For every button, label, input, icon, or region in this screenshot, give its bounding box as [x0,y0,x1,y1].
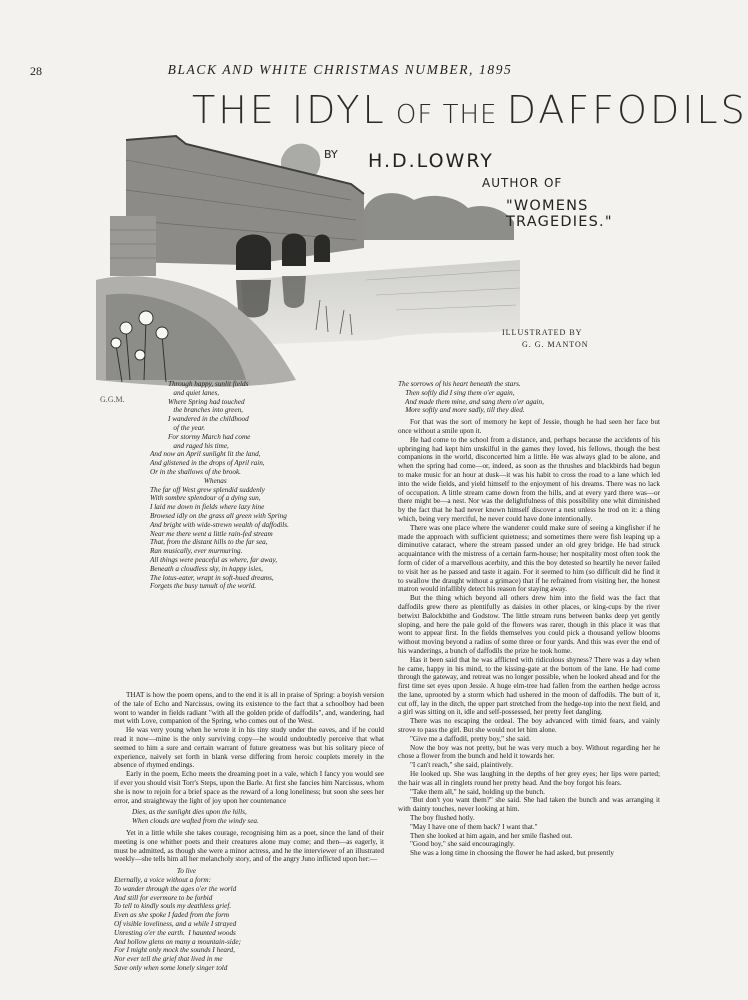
illustrator-name: G. G. MANTON [522,340,589,349]
paragraph: He was very young when he wrote it in his tiny study under the eaves, and if he could read it now—mine is the only surviving copy—he would undoubtedly perceive that what seemed to him a sure and certain warrant of future greatness was but his solitary piece of experience, naively set forth in blank verse differing from heroic couplets merely in the absence of rhymed endings. [114,726,384,770]
paragraph: There was no escaping the ordeal. The boy advanced with timid fears, and vainly strove to pass the girl. But she would not let him alone. [398,717,660,735]
poem-excerpt: To live Eternally, a voice without a form: To wander through the ages o'er the world And still for evermore to be forbid To tell to kindly souls my deathless grief. Even as she spoke I faded from the form Of visible loveliness, and a while I strayed Unresting o'er the earth. I haunted woods And hollow glens on many a mountain-side; For I might only mock the sounds I heard, Nor ever tell the grief that lived in me Save only when some lonely singer told [114,867,241,972]
paragraph: "Good boy," she said encouragingly. [410,840,515,849]
paragraph: For that was the sort of memory he kept of Jessie, though he had seen her face but once without a smile upon it. [398,418,660,435]
paragraph: She was a long time in choosing the flower he had asked, but presently [410,849,614,858]
paragraph: Has it been said that he was afflicted with ridiculous shyness? There was a day when he came, happy in his mind, to the kissing-gate at the bottom of the lane. He had come through the gateway, and retreat was no longer possible, when he looked ahead and for the first time set eyes upon Jessie. A huge elm-tree had fallen from the earthen hedge across the lane, uprooted by a storm which had ushered in the moon of daffodils. The butt of it, cut off, lay in the ditch, the upper part stretched from the hedge-top into the next field, and a girl was sitting on it, idle and self-possessed, her pretty feet dangling. [398,655,660,717]
right-column-text [398,380,660,858]
paragraph: He had come to the school from a distance, and, perhaps because the accidents of his upbringing had kept him unskilful in the games they loved, his fellows, though the best companions in the world, disconcerted him a little. He was always glad to be alone, and when the spring had come—or, indeed, as soon as the thrushes and blackbirds had begun to make music for an hour at dusk—it was his habit to cross the road to a lane which led into the wide fields, and yield himself to the enjoyment of his dreams. There was no lack of occupation. A little stream came down from the hills, and at every yard there was—or there might be—a nest. Nor was the delightfulness of this possibility one whit diminished by the fact that he had never known himself discover a nest unless he trod on it: a thing which, being very merciful, he never could have done intentionally. [398,435,660,523]
paragraph: "May I have one of them back? I want that." [410,822,538,831]
paragraph: Early in the poem, Echo meets the dreaming poet in a vale, which I fancy you would see if ever you should visit Torr's Steps, upon the Barle. At first she fancies him Narcissus, whom she is now to rejoin for a brief space as the reward of a long loneliness; but soon she sees her error, and straightway the light of joy upon her countenance [114,770,384,805]
paragraph: The boy flushed hotly. [410,814,475,823]
title-main: THE IDYL [192,88,387,132]
author-works: "WOMENS TRAGEDIES." [506,198,613,230]
paragraph: Now the boy was not pretty, but he was very much a boy. Without regarding her he chose a flower from the bunch and held it towards her. [398,743,660,761]
paragraph: Then she looked at him again, and her smile flashed out. [410,831,573,840]
paragraph: THAT is how the poem opens, and to the end it is all in praise of Spring: a boyish version of the tale of Echo and Narcissus, owing its existence to the fact that a schoolboy had been wont to wander in fields radiant "with all the golden pride of daffodils", and, wandering, had met with Love, companion of the Spring, who comes out of the West. [114,691,384,726]
paragraph: "Give me a daffodil, pretty boy," she said. [410,734,531,743]
paragraph: "I can't reach," she said, plaintively. [410,761,513,770]
paragraph: He looked up. She was laughing in the depths of her grey eyes; her lips were parted; the hair was all in ringlets round her pretty head. And the boy forgot his fears. [398,770,660,787]
title-of-the: OF THE [386,100,507,130]
paragraph: There was one place where the wanderer could make sure of seeing a kingfisher if he made the approach with sufficient quietness; and sometimes there were fish leaping up a diminutive cataract, where the stream passed under an old grey bridge. He had struck acquaintance with the mistress of a certain farm-house; her nospitality most often took the form of cider of a marvellous acerbity, and this the boy detested so heartily he never failed to visit her as he passed and taste it again. For it seemed to him (so difficult did he find it to swallow the draught without a grimace) that if he refrained from visiting her, the honest matron would infallibly detect his reason for staying away. [398,523,660,594]
magazine-header: BLACK AND WHITE CHRISTMAS NUMBER, 1895 [167,62,513,77]
article-title [192,88,748,132]
opening-poem: Through happy, sunlit fields and quiet lanes, Where Spring had touched the branches into green, I wandered in the childhood of the year. For stormy March had come and raged his time, And now an April sunlight lit the land, And glistened in the drops of April rain, Or in the shallows of the brook. Whenas The far off West grew splendid suddenly With sombre splendour of a dying sun, I laid me down in fields where lazy hine Browsed idly on the grass all green with Spring And bright with wide-strewn wealth of daffodils. Near me there went a little rain-fed stream That, from the distant hills to the far sea, Ran musically, ever murmuring. All things were peaceful as where, far away, Beneath a cloudless sky, in happy isles, The lotus-eater, wrapt in soft-hued dreams, Forgets the busy tumult of the world. [150,380,289,591]
paragraph: "But don't you want them?" she said. She had taken the bunch and was arranging it with dainty touches, never looking at him. [398,796,660,814]
left-column-text [114,691,384,976]
paragraph: "Take them all," he said, holding up the bunch. [410,787,545,796]
poem-excerpt: Dies, as the sunlight dies upon the hills, When clouds are wafted from the windy sea. [131,808,259,826]
illustration-signature: G.G.M. [100,395,125,404]
illustrated-by-label: ILLUSTRATED BY [502,328,583,337]
paragraph: Yet in a little while she takes courage, recognising him as a poet, since the land of their meeting is one whither poets and their creatures alone may come; and then—as eagerly, it must be admitted, as though she were a minor actress, and he the interviewer of an illustrated weekly—she tells him all her melancholy story, and of the angry Juno inflicted upon her:— [114,828,384,864]
author-of-label: AUTHOR OF [482,176,563,190]
byline-author: H.D.LOWRY [368,150,494,172]
running-head [30,62,650,82]
paragraph: But the thing which beyond all others drew him into the field was the fact that daffodils grew there as plentifully as daisies in other places, or king-cups by the river betwixt Balockbithe and Godstow. The little stream runs between banks deep yet gently sloping, and here the pale gold of the flowers was rarer, though in this place it was that wont to appear first. In the fields themselves you could pick a thousand yellow blooms without moving beyond a radius of some three or four yards. And this was ever the end of his wanderings, a bunch of daffodils the prize he took home. [398,594,660,655]
byline-by: BY [324,148,338,161]
poem-excerpt: The sorrows of his heart beneath the stars. Then softly did I sing them o'er again, And made them mine, and sang them o'er again, More softly and more sadly, till they died. [398,380,544,415]
title-end: DAFFODILS [506,88,748,132]
page-number: 28 [30,64,42,78]
